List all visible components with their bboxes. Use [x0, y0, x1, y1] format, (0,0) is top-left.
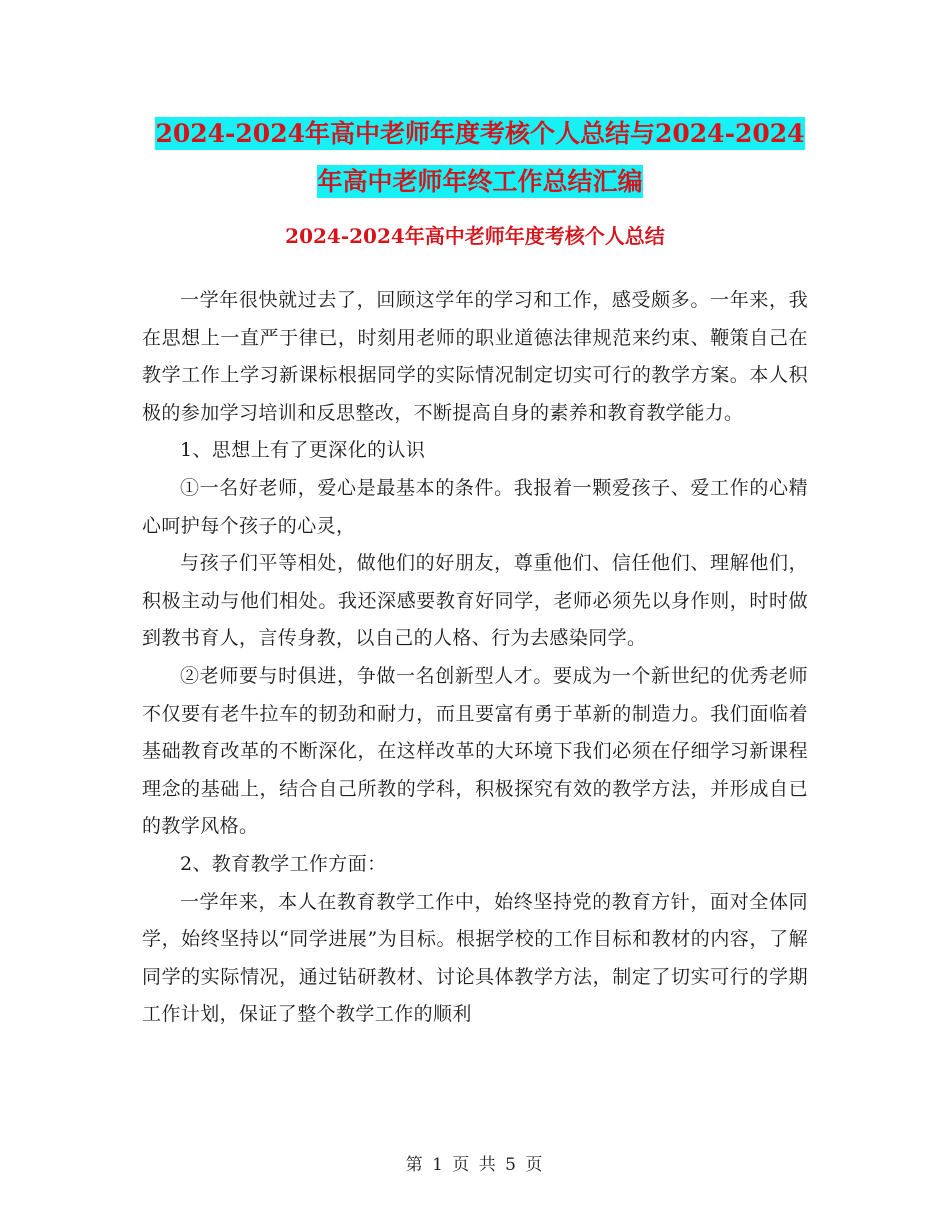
document-title-line-1: 2024-2024年高中老师年度考核个人总结与2024-2024: [155, 119, 805, 148]
document-title: [140, 110, 820, 206]
document-body: [142, 282, 808, 1034]
section-title: 2024-2024年高中老师年度考核个人总结: [285, 224, 665, 248]
paragraph: ①一名好老师，爱心是最基本的条件。我报着一颗爱孩子、爱工作的心精心呵护每个孩子的心灵，: [142, 476, 808, 537]
page-number-footer: 第 1 页 共 5 页: [405, 1155, 545, 1175]
paragraph: 一学年很快就过去了，回顾这学年的学习和工作，感受颇多。一年来，我在思想上一直严于律已，时刻用老师的职业道德法律规范来约束、鞭策自己在教学工作上学习新课标根据同学的实际情况制定切实可行的教学方案。本人积极的参加学习培训和反思整改，不断提高自身的素养和教育教学能力。: [142, 289, 808, 424]
document-title-line-2: 年高中老师年终工作总结汇编: [317, 167, 643, 196]
paragraph: 2、教育教学工作方面：: [180, 852, 387, 875]
paragraph: ②老师要与时俱进，争做一名创新型人才。要成为一个新世纪的优秀老师不仅要有老牛拉车的韧劲和耐力，而且要富有勇于革新的制造力。我们面临着基础教育改革的不断深化，在这样改革的大环境下我们必须在仔细学习新课程理念的基础上，结合自己所教的学科，积极探究有效的教学方法，并形成自已的教学风格。: [142, 664, 808, 838]
paragraph: 1、思想上有了更深化的认识: [180, 439, 426, 462]
paragraph: 与孩子们平等相处，做他们的好朋友，尊重他们、信任他们、理解他们，积极主动与他们相处。我还深感要教育好同学，老师必须先以身作则，时时做到教书育人，言传身教，以自己的人格、行为去感染同学。: [142, 552, 808, 650]
paragraph: 一学年来，本人在教育教学工作中，始终坚持党的教育方针，面对全体同学，始终坚持以“同学进展”为目标。根据学校的工作目标和教材的内容，了解同学的实际情况，通过钻研教材、讨论具体教学方法，制定了切实可行的学期工作计划，保证了整个教学工作的顺利: [142, 890, 808, 1026]
